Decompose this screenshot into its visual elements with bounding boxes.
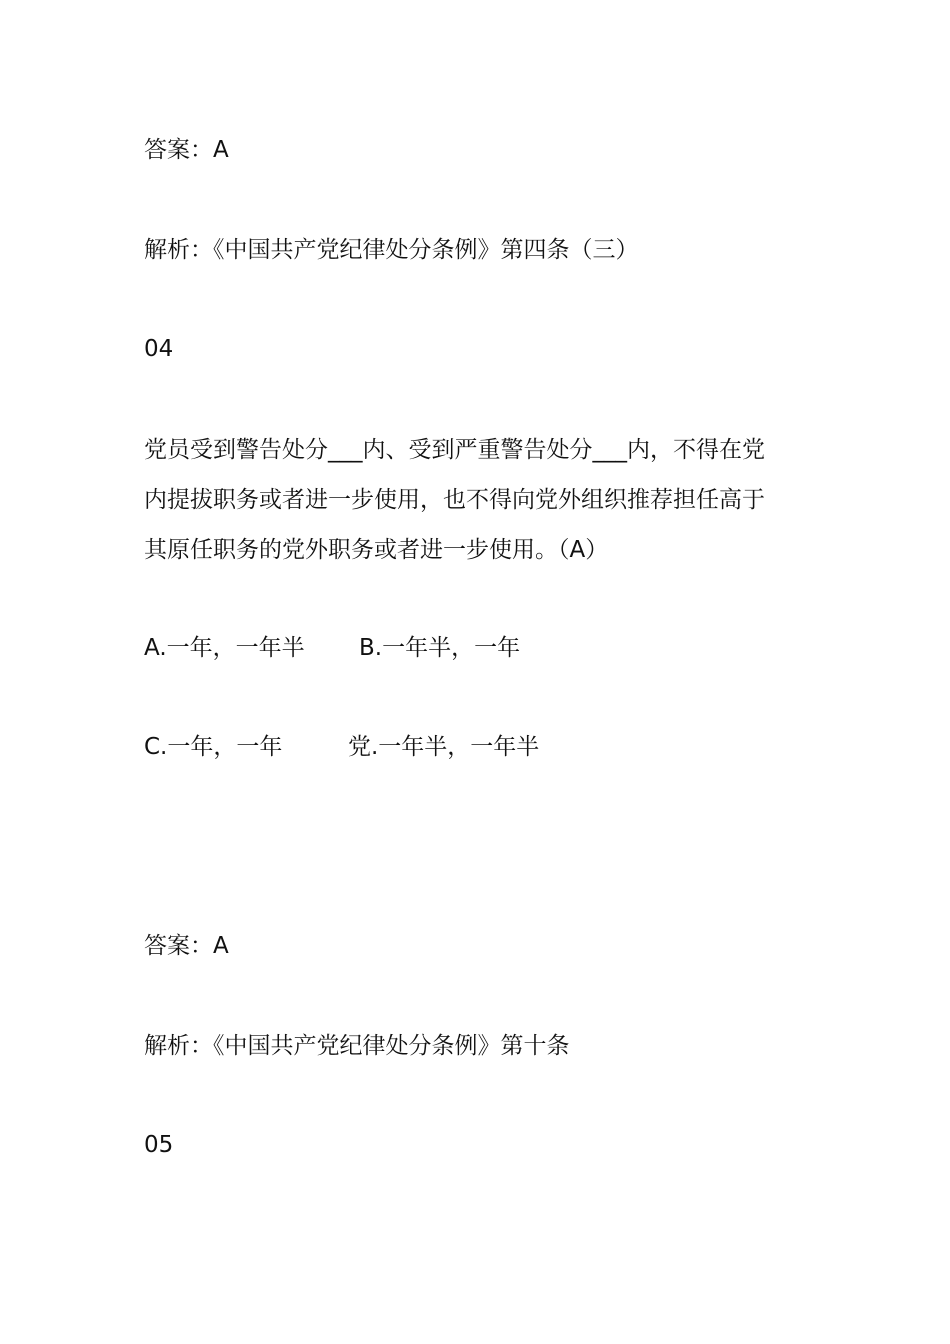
option-d: 党.一年半，一年半 [348,734,540,760]
question-stem-line: 其原任职务的党外职务或者进一步使用。（A） [144,537,609,563]
question-number: 04 [144,336,174,362]
option-a: A.一年，一年半 [144,635,305,661]
question-stem-line: 党员受到警告处分___内、受到严重警告处分___内，不得在党 [144,437,765,463]
answer-text: 答案：A [144,137,229,163]
answer-text: 答案：A [144,933,229,959]
option-b: B.一年半，一年 [359,635,521,661]
options-row [144,623,520,673]
question-stem [144,425,824,575]
question-number: 05 [144,1132,174,1158]
analysis-text: 解析：《中国共产党纪律处分条例》第十条 [144,1033,570,1059]
options-row [144,722,539,772]
question-stem-line: 内提拔职务或者进一步使用，也不得向党外组织推荐担任高于 [144,487,765,513]
analysis-text: 解析：《中国共产党纪律处分条例》第四条（三） [144,237,639,263]
option-c: C.一年，一年 [144,734,283,760]
